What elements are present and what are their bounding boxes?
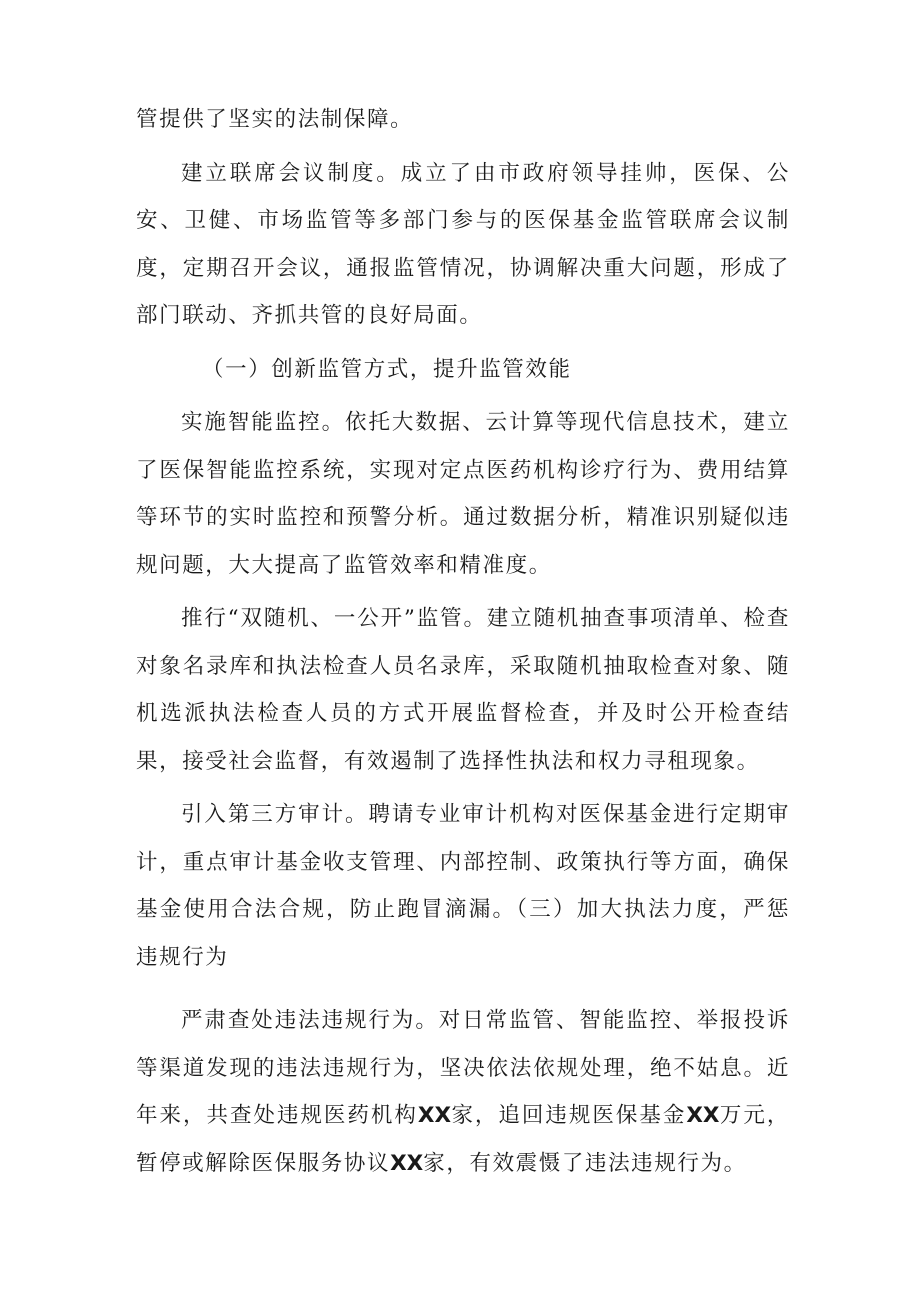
paragraph-third-party-audit: 引入第三方审计。聘请专业审计机构对医保基金进行定期审计，重点审计基金收支管理、内部控制、政策执行等方面，确保基金使用合法合规，防止跑冒滴漏。（三）加大执法力度，严惩违规行为: [136, 802, 790, 970]
paragraph-continuation: 管提供了坚实的法制保障。: [136, 107, 414, 132]
enforcement-text-1: 严肃查处违法违规行为。对日常监管、智能监控、举报投诉等渠道发现的违法违规行为，坚决依法依规处理，绝不姑息。近年来，共查处违规医药机构: [136, 1008, 790, 1128]
enforcement-text-4: 家，有效震慑了违法违规行为。: [423, 1150, 747, 1176]
paragraph-joint-meeting: 建立联席会议制度。成立了由市政府领导挂帅，医保、公安、卫健、市场监管等多部门参与的医保基金监管联席会议制度，定期召开会议，通报监管情况，协调解决重大问题，形成了部门联动、齐抓共管的良好局面。: [136, 160, 790, 328]
amount-placeholder-funds: XX: [686, 1103, 720, 1128]
count-placeholder-agreements: XX: [390, 1150, 424, 1176]
paragraph-double-random: 推行“双随机、一公开”监管。建立随机抽查事项清单、检查对象名录库和执法检查人员名录库，采取随机抽取检查对象、随机选派执法检查人员的方式开展监督检查，并及时公开检查结果，接受社会监督，有效遏制了选择性执法和权力寻租现象。: [136, 606, 790, 774]
paragraph-enforcement: [136, 997, 790, 1187]
enforcement-text-2: 家，追回违规医保基金: [451, 1103, 687, 1128]
enforcement-text-3: 万元，暂停或解除医保服务协议: [136, 1103, 790, 1176]
paragraph-smart-monitoring: 实施智能监控。依托大数据、云计算等现代信息技术，建立了医保智能监控系统，实现对定点医药机构诊疗行为、费用结算等环节的实时监控和预警分析。通过数据分析，精准识别疑似违规问题，大大提高了监管效率和精准度。: [136, 410, 790, 578]
section-heading-innovation: （一）创新监管方式，提升监管效能: [202, 356, 572, 382]
count-placeholder-institutions: XX: [417, 1103, 452, 1128]
document-page: [136, 96, 790, 1187]
